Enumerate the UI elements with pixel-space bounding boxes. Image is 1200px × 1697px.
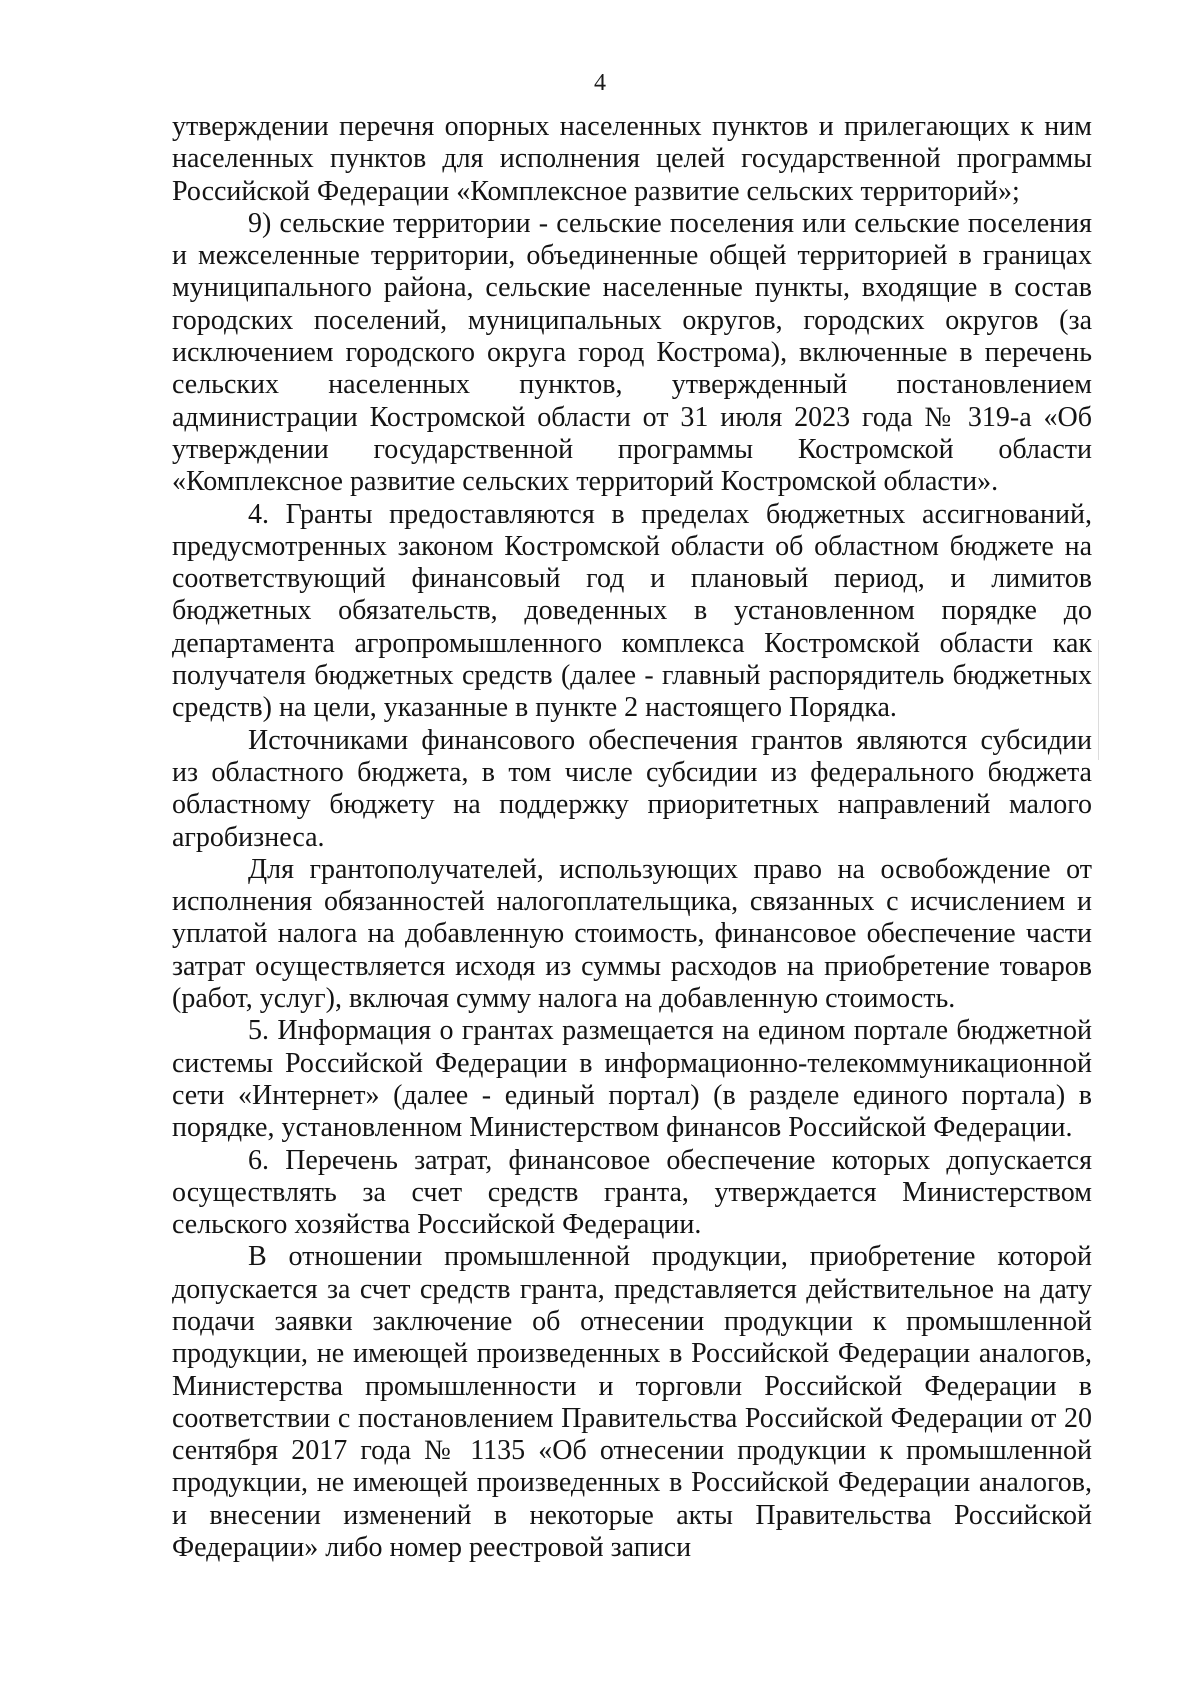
paragraph-item-5: 5. Информация о грантах размещается на едином портале бюджетной системы Российской Федерации в информационно-телекоммуникационной сети «Интернет» (далее - единый портал) (в разделе единого портала) в порядке, установленном Министерством финансов Российской Федерации. — [172, 1015, 1092, 1144]
page-number: 4 — [594, 70, 606, 96]
paragraph-industrial-products: В отношении промышленной продукции, приобретение которой допускается за счет средств гранта, представляется действительное на дату подачи заявки заключение об отнесении продукции к промышленной продукции, не имеющей произведенных в Российской Федерации аналогов, Министерства промышленности и торговли Российской Федерации в соответствии с постановлением Правительства Российской Федерации от 20 сентября 2017 года № 1135 «Об отнесении продукции к промышленной продукции, не имеющей произведенных в Российской Федерации аналогов, и внесении изменений в некоторые акты Правительства Российской Федерации» либо номер реестровой записи — [172, 1241, 1092, 1564]
paragraph-continuation: утверждении перечня опорных населенных пунктов и прилегающих к ним населенных пунктов для исполнения целей государственной программы Российской Федерации «Комплексное развитие сельских территорий»; — [172, 111, 1092, 207]
paragraph-item-4: 4. Гранты предоставляются в пределах бюджетных ассигнований, предусмотренных законом Костромской области об областном бюджете на соответствующий финансовый год и плановый период, и лимитов бюджетных обязательств, доведенных в установленном порядке до департамента агропромышленного комплекса Костромской области как получателя бюджетных средств (далее - главный распорядитель бюджетных средств) на цели, указанные в пункте 2 настоящего Порядка. — [172, 498, 1092, 724]
paragraph-funding-sources: Источниками финансового обеспечения грантов являются субсидии из областного бюджета, в том числе субсидии из федерального бюджета областному бюджету на поддержку приоритетных направлений малого агробизнеса. — [172, 724, 1092, 853]
paragraph-item-6: 6. Перечень затрат, финансовое обеспечение которых допускается осуществлять за счет средств гранта, утверждается Министерством сельского хозяйства Российской Федерации. — [172, 1144, 1092, 1241]
document-body — [172, 111, 1092, 1564]
paragraph-vat-exemption: Для грантополучателей, использующих право на освобождение от исполнения обязанностей налогоплательщика, связанных с исчислением и уплатой налога на добавленную стоимость, финансовое обеспечение части затрат осуществляется исходя из суммы расходов на приобретение товаров (работ, услуг), включая сумму налога на добавленную стоимость. — [172, 853, 1092, 1015]
paragraph-item-9: 9) сельские территории - сельские поселения или сельские поселения и межселенные территории, объединенные общей территорией в границах муниципального района, сельские населенные пункты, входящие в состав городских поселений, муниципальных округов, городских округов (за исключением городского округа город Кострома), включенные в перечень сельских населенных пунктов, утвержденный постановлением администрации Костромской области от 31 июля 2023 года № 319-а «Об утверждении государственной программы Костромской области «Комплексное развитие сельских территорий Костромской области». — [172, 207, 1092, 498]
scan-edge-mark — [1098, 640, 1099, 760]
